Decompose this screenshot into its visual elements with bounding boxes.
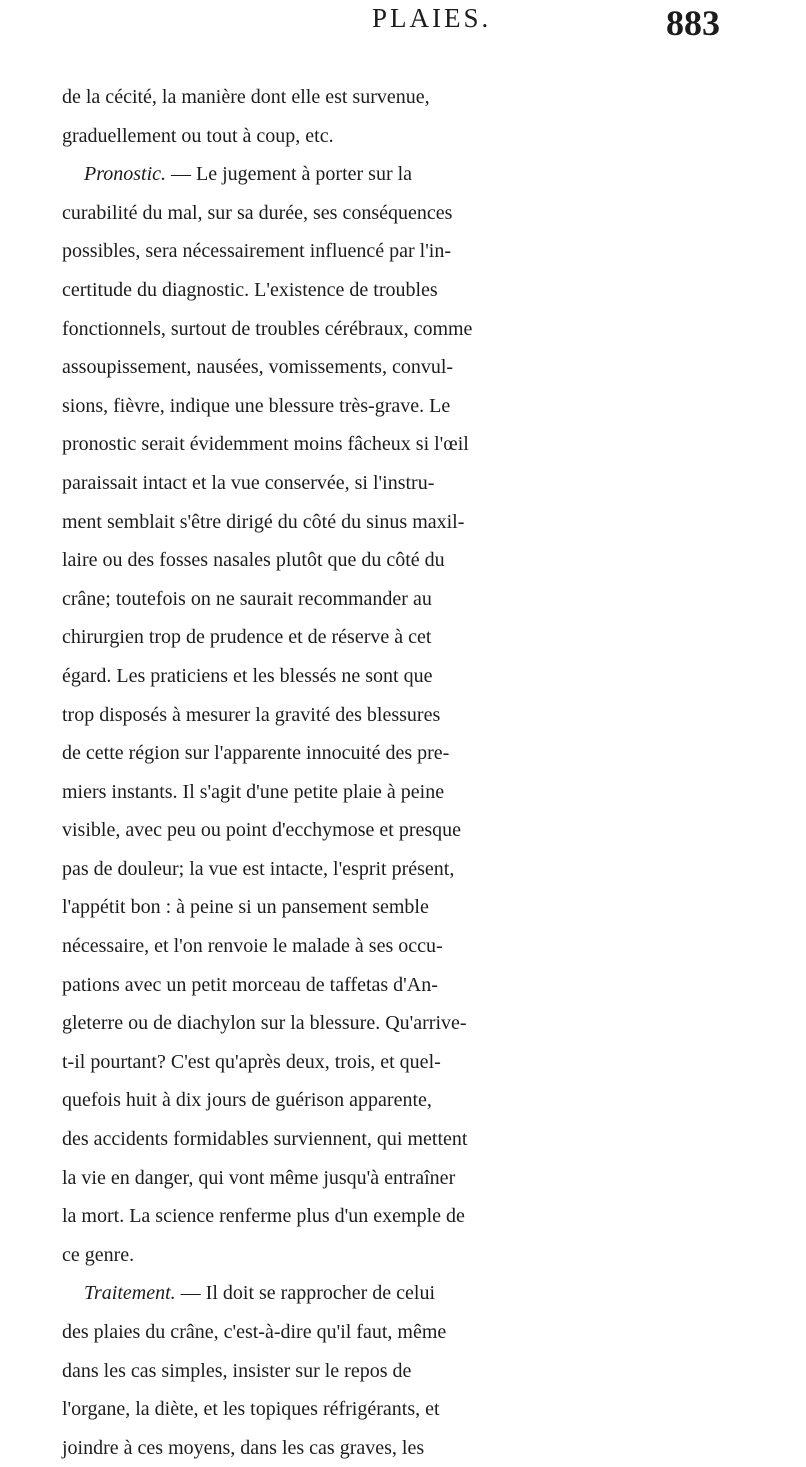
text-line: quefois huit à dix jours de guérison apparente, — [62, 1089, 432, 1112]
text-line: ment semblait s'être dirigé du côté du sinus maxil- — [62, 510, 465, 533]
text-line: nécessaire, et l'on renvoie le malade à ses occu- — [62, 935, 443, 958]
text-line: paraissait intact et la vue conservée, si l'instru- — [62, 471, 435, 494]
text-line: l'organe, la diète, et les topiques réfrigérants, et — [62, 1398, 440, 1421]
text-line: pronostic serait évidemment moins fâcheux si l'œil — [62, 433, 469, 456]
running-head: PLAIES. — [372, 3, 492, 33]
text-line: laire ou des fosses nasales plutôt que du côté du — [62, 549, 445, 572]
text-line: fonctionnels, surtout de troubles cérébraux, comme — [62, 317, 473, 340]
page-header — [0, 0, 800, 48]
text-line: Traitement. — Il doit se rapprocher de celui — [84, 1282, 436, 1305]
text-line: gleterre ou de diachylon sur la blessure. Qu'arrive- — [62, 1012, 467, 1035]
text-line: sions, fièvre, indique une blessure très-grave. Le — [62, 394, 451, 417]
text-line: assoupissement, nausées, vomissements, convul- — [62, 356, 454, 379]
text-line: graduellement ou tout à coup, etc. — [62, 124, 334, 147]
text-line: des accidents formidables surviennent, qui mettent — [62, 1128, 468, 1151]
text-line: chirurgien trop de prudence et de réserve à cet — [62, 626, 432, 649]
body-text — [62, 78, 806, 1467]
page-number: 883 — [666, 3, 720, 43]
text-line: égard. Les praticiens et les blessés ne sont que — [62, 664, 433, 687]
text-line: pas de douleur; la vue est intacte, l'esprit présent, — [62, 857, 455, 880]
text-line: la vie en danger, qui vont même jusqu'à entraîner — [62, 1166, 456, 1189]
section-heading-traitement: Traitement. — [84, 1282, 176, 1305]
text-line: pations avec un petit morceau de taffetas d'An- — [62, 973, 438, 996]
text-line: t-il pourtant? C'est qu'après deux, trois, et quel- — [62, 1050, 441, 1073]
text-line: la mort. La science renferme plus d'un exemple de — [62, 1205, 465, 1228]
text-line: miers instants. Il s'agit d'une petite plaie à peine — [62, 780, 445, 803]
text-line: de la cécité, la manière dont elle est survenue, — [62, 86, 430, 108]
text-line: crâne; toutefois on ne saurait recommander au — [62, 587, 432, 610]
text-line: ce genre. — [62, 1243, 135, 1266]
text-line: dans les cas simples, insister sur le repos de — [62, 1359, 412, 1382]
text-line: l'appétit bon : à peine si un pansement semble — [62, 896, 429, 919]
text-line: des plaies du crâne, c'est-à-dire qu'il faut, même — [62, 1321, 447, 1343]
text-line: de cette région sur l'apparente innocuité des pre- — [62, 742, 450, 765]
text-line: trop disposés à mesurer la gravité des blessures — [62, 703, 441, 726]
text-line: joindre à ces moyens, dans les cas graves, les — [62, 1436, 425, 1459]
text-line: curabilité du mal, sur sa durée, ses conséquences — [62, 201, 453, 224]
text-line: Pronostic. — Le jugement à porter sur la — [84, 163, 413, 186]
text-line: visible, avec peu ou point d'ecchymose et presque — [62, 819, 462, 842]
section-heading-pronostic: Pronostic. — [84, 163, 167, 186]
text-line: possibles, sera nécessairement influencé par l'in- — [62, 240, 452, 263]
text-line: certitude du diagnostic. L'existence de troubles — [62, 278, 438, 301]
